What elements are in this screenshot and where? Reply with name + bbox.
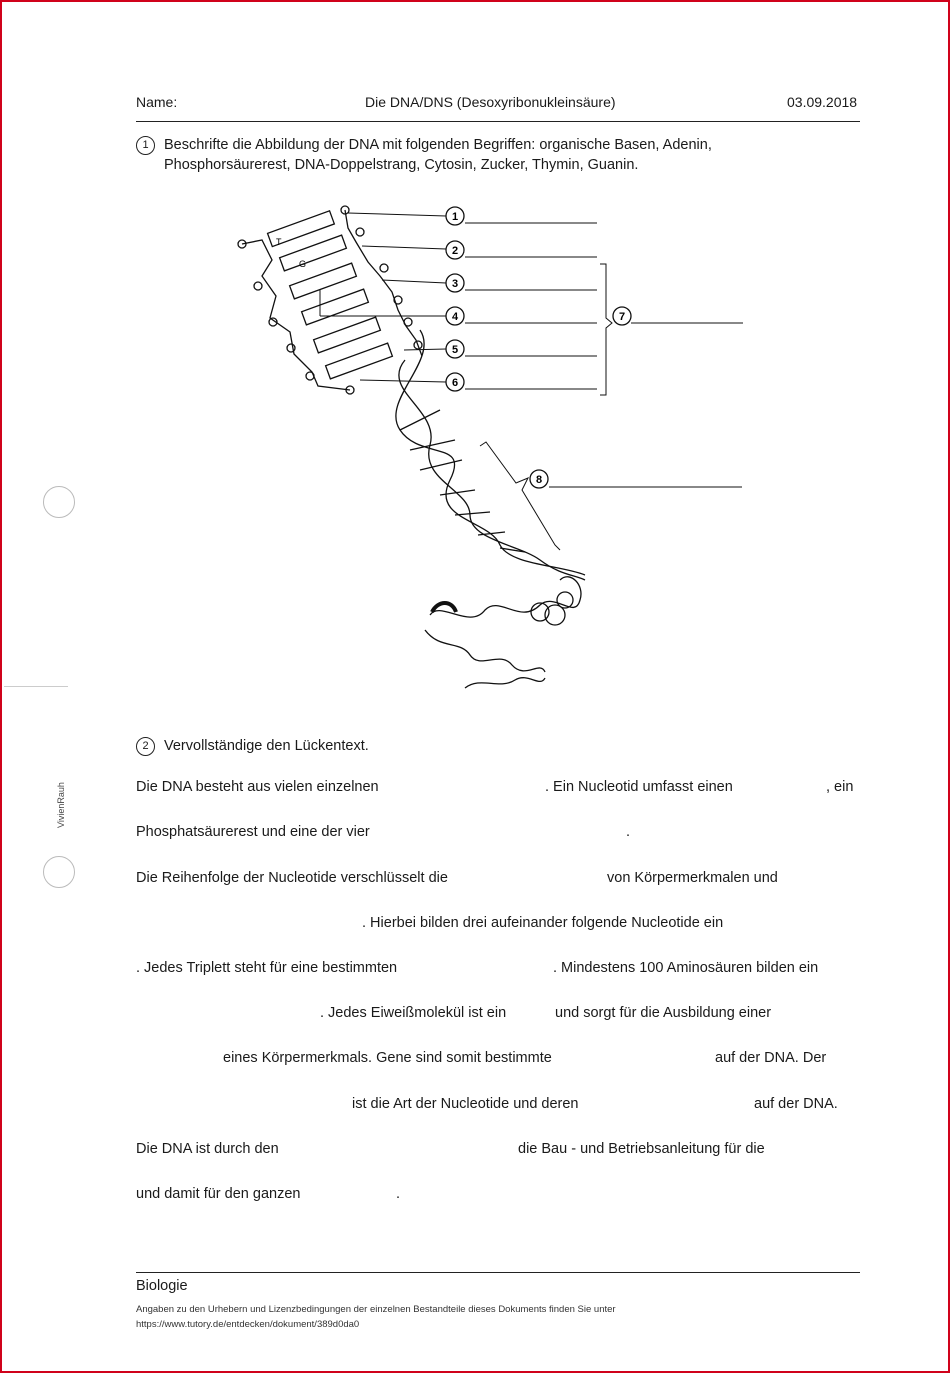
- punch-hole-top: [43, 486, 75, 518]
- punch-hole-bottom: [43, 856, 75, 888]
- svg-text:1: 1: [451, 211, 459, 223]
- marker-6: [446, 373, 464, 391]
- cloze-text: . Hierbei bilden drei aufeinander folgende Nucleotide ein: [362, 915, 724, 931]
- footer-rule: [136, 1272, 860, 1273]
- cloze-text: . Mindestens 100 Aminosäuren bilden ein: [553, 960, 819, 976]
- cloze-text: . Ein Nucleotid umfasst einen: [545, 779, 733, 795]
- footer-note-line1: Angaben zu den Urhebern und Lizenzbedingungen der einzelnen Bestandteile dieses Dokuments finden Sie unter: [136, 1304, 616, 1315]
- svg-text:4: 4: [451, 311, 459, 323]
- cloze-text: und damit für den ganzen: [136, 1186, 301, 1202]
- marker-7: [613, 307, 631, 325]
- side-credit: VivienRauh: [55, 782, 66, 828]
- marker-1: [446, 207, 464, 225]
- task1-line2: Phosphorsäurerest, DNA-Doppelstrang, Cytosin, Zucker, Thymin, Guanin.: [164, 157, 639, 173]
- cloze-text: eines Körpermerkmals. Gene sind somit bestimmte: [223, 1050, 552, 1066]
- cloze-text: von Körpermerkmalen und: [607, 870, 778, 886]
- svg-text:3: 3: [451, 278, 459, 290]
- cloze-text: .: [396, 1186, 401, 1202]
- marker-3: [446, 274, 464, 292]
- marker-2: [446, 241, 464, 259]
- name-label: Name:: [136, 94, 178, 110]
- cloze-text: Die DNA besteht aus vielen einzelnen: [136, 779, 379, 795]
- fold-mark: [4, 686, 68, 687]
- cloze-text: .: [626, 824, 631, 840]
- task2-instruction: Vervollständige den Lückentext.: [164, 738, 369, 754]
- marker-8: [530, 470, 548, 488]
- page-title: Die DNA/DNS (Desoxyribonukleinsäure): [365, 94, 616, 110]
- cloze-text: Phosphatsäurerest und eine der vier: [136, 824, 370, 840]
- base-letter-g: G: [299, 259, 307, 269]
- cloze-text: Die Reihenfolge der Nucleotide verschlüsselt die: [136, 870, 448, 886]
- svg-text:8: 8: [535, 474, 543, 486]
- svg-text:5: 5: [451, 344, 459, 356]
- svg-text:7: 7: [618, 311, 626, 323]
- cloze-text: die Bau - und Betriebsanleitung für die: [518, 1141, 765, 1157]
- cloze-text: . Jedes Triplett steht für eine bestimmten: [136, 960, 398, 976]
- cloze-text: auf der DNA.: [754, 1096, 838, 1112]
- marker-4: [446, 307, 464, 325]
- footer-subject: Biologie: [136, 1278, 188, 1294]
- double-strand-ladder: [238, 206, 585, 688]
- cloze-text: , ein: [826, 779, 854, 795]
- base-letter-t: T: [276, 237, 282, 247]
- cloze-text: auf der DNA. Der: [715, 1050, 827, 1066]
- cloze-text: . Jedes Eiweißmolekül ist ein: [320, 1005, 507, 1021]
- task1-line1: Beschrifte die Abbildung der DNA mit folgenden Begriffen: organische Basen, Adenin,: [164, 137, 712, 153]
- cloze-text: Die DNA ist durch den: [136, 1141, 279, 1157]
- cloze-text: ist die Art der Nucleotide und deren: [352, 1096, 579, 1112]
- marker-5: [446, 340, 464, 358]
- page-date: 03.09.2018: [787, 94, 858, 110]
- footer-note-line2[interactable]: https://www.tutory.de/entdecken/dokument/389d0da0: [136, 1319, 360, 1330]
- cloze-text: und sorgt für die Ausbildung einer: [555, 1005, 772, 1021]
- svg-text:2: 2: [451, 245, 459, 257]
- task2-number: 2: [136, 737, 155, 756]
- task1-number: 1: [136, 136, 155, 155]
- svg-text:6: 6: [451, 377, 459, 389]
